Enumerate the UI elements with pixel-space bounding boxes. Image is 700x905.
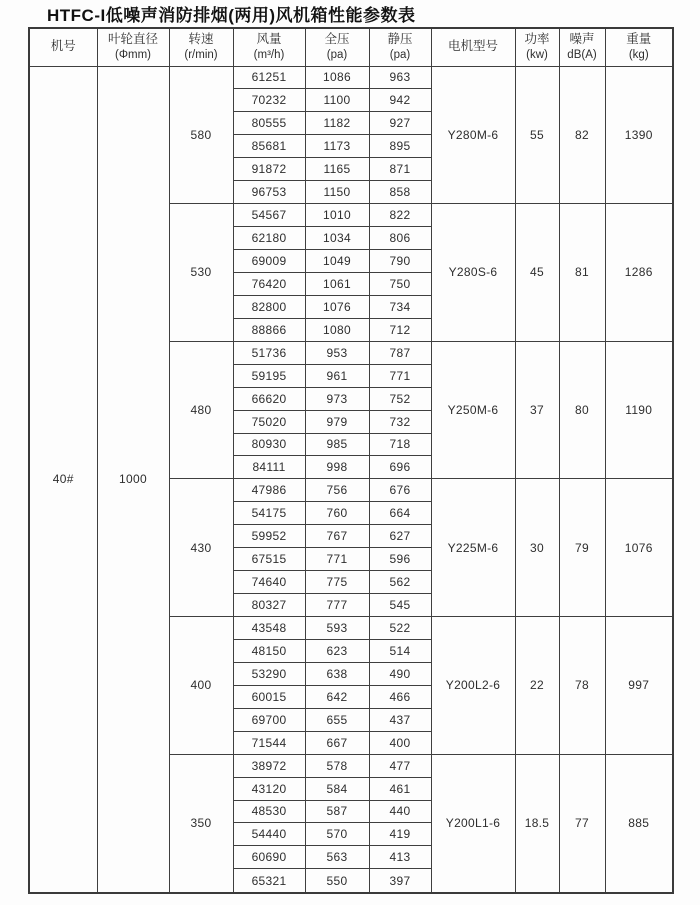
total-pressure-cell: 578	[305, 754, 369, 777]
header-unit: (m³/h)	[253, 48, 285, 61]
static-pressure-cell: 477	[369, 754, 431, 777]
weight-cell: 997	[605, 617, 673, 755]
col-header-machine-no	[29, 28, 97, 66]
airflow-cell: 91872	[233, 158, 305, 181]
static-pressure-cell: 397	[369, 869, 431, 893]
total-pressure-cell: 756	[305, 479, 369, 502]
airflow-cell: 43120	[233, 777, 305, 800]
airflow-cell: 69700	[233, 708, 305, 731]
header-label: 电机型号	[447, 39, 498, 54]
airflow-cell: 82800	[233, 295, 305, 318]
power-cell: 30	[515, 479, 559, 617]
static-pressure-cell: 895	[369, 135, 431, 158]
total-pressure-cell: 563	[305, 846, 369, 869]
total-pressure-cell: 655	[305, 708, 369, 731]
total-pressure-cell: 667	[305, 731, 369, 754]
col-header-airflow	[233, 28, 305, 66]
total-pressure-cell: 1061	[305, 272, 369, 295]
header-unit: (kw)	[526, 48, 548, 61]
static-pressure-cell: 734	[369, 295, 431, 318]
noise-cell: 77	[559, 754, 605, 893]
header-label: 全压	[324, 32, 350, 47]
airflow-cell: 88866	[233, 318, 305, 341]
total-pressure-cell: 1100	[305, 89, 369, 112]
airflow-cell: 85681	[233, 135, 305, 158]
power-cell: 45	[515, 204, 559, 342]
static-pressure-cell: 732	[369, 410, 431, 433]
static-pressure-cell: 440	[369, 800, 431, 823]
airflow-cell: 70232	[233, 89, 305, 112]
airflow-cell: 51736	[233, 341, 305, 364]
motor-model-cell: Y200L1-6	[431, 754, 515, 893]
noise-cell: 80	[559, 341, 605, 479]
noise-cell: 78	[559, 617, 605, 755]
static-pressure-cell: 664	[369, 502, 431, 525]
total-pressure-cell: 1150	[305, 181, 369, 204]
power-cell: 18.5	[515, 754, 559, 893]
airflow-cell: 59195	[233, 364, 305, 387]
header-label: 静压	[387, 32, 413, 47]
static-pressure-cell: 712	[369, 318, 431, 341]
airflow-cell: 65321	[233, 869, 305, 893]
static-pressure-cell: 871	[369, 158, 431, 181]
col-header-impeller-diameter	[97, 28, 169, 66]
header-unit: (r/min)	[184, 48, 218, 61]
static-pressure-cell: 790	[369, 250, 431, 273]
static-pressure-cell: 942	[369, 89, 431, 112]
weight-cell: 1390	[605, 66, 673, 204]
static-pressure-cell: 461	[369, 777, 431, 800]
total-pressure-cell: 961	[305, 364, 369, 387]
col-header-total-pressure	[305, 28, 369, 66]
total-pressure-cell: 1182	[305, 112, 369, 135]
airflow-cell: 54175	[233, 502, 305, 525]
static-pressure-cell: 676	[369, 479, 431, 502]
static-pressure-cell: 718	[369, 433, 431, 456]
static-pressure-cell: 696	[369, 456, 431, 479]
airflow-cell: 96753	[233, 181, 305, 204]
total-pressure-cell: 1049	[305, 250, 369, 273]
static-pressure-cell: 490	[369, 662, 431, 685]
header-label: 机号	[50, 39, 76, 54]
total-pressure-cell: 623	[305, 639, 369, 662]
col-header-weight	[605, 28, 673, 66]
header-label: 重量	[626, 32, 652, 47]
airflow-cell: 43548	[233, 617, 305, 640]
static-pressure-cell: 771	[369, 364, 431, 387]
static-pressure-cell: 927	[369, 112, 431, 135]
header-label: 转速	[188, 32, 214, 47]
power-cell: 22	[515, 617, 559, 755]
total-pressure-cell: 1086	[305, 66, 369, 89]
airflow-cell: 80930	[233, 433, 305, 456]
total-pressure-cell: 1076	[305, 295, 369, 318]
header-unit: (Φmm)	[115, 48, 151, 61]
header-unit: dB(A)	[567, 48, 597, 61]
airflow-cell: 54567	[233, 204, 305, 227]
static-pressure-cell: 858	[369, 181, 431, 204]
impeller-diameter-cell: 1000	[97, 66, 169, 893]
col-header-motor-model	[431, 28, 515, 66]
total-pressure-cell: 642	[305, 685, 369, 708]
total-pressure-cell: 998	[305, 456, 369, 479]
static-pressure-cell: 806	[369, 227, 431, 250]
airflow-cell: 80555	[233, 112, 305, 135]
power-cell: 37	[515, 341, 559, 479]
total-pressure-cell: 979	[305, 410, 369, 433]
total-pressure-cell: 771	[305, 548, 369, 571]
speed-cell: 430	[169, 479, 233, 617]
col-header-static-pressure	[369, 28, 431, 66]
total-pressure-cell: 777	[305, 594, 369, 617]
total-pressure-cell: 584	[305, 777, 369, 800]
table-header	[29, 28, 673, 66]
weight-cell: 1286	[605, 204, 673, 342]
total-pressure-cell: 1010	[305, 204, 369, 227]
airflow-cell: 67515	[233, 548, 305, 571]
col-header-power	[515, 28, 559, 66]
header-unit: (pa)	[326, 48, 348, 61]
header-unit: (pa)	[389, 48, 411, 61]
static-pressure-cell: 437	[369, 708, 431, 731]
total-pressure-cell: 593	[305, 617, 369, 640]
motor-model-cell: Y250M-6	[431, 341, 515, 479]
airflow-cell: 84111	[233, 456, 305, 479]
airflow-cell: 62180	[233, 227, 305, 250]
header-label: 功率	[524, 32, 550, 47]
static-pressure-cell: 514	[369, 639, 431, 662]
total-pressure-cell: 638	[305, 662, 369, 685]
airflow-cell: 38972	[233, 754, 305, 777]
table-body	[29, 66, 673, 893]
airflow-cell: 61251	[233, 66, 305, 89]
total-pressure-cell: 973	[305, 387, 369, 410]
noise-cell: 79	[559, 479, 605, 617]
airflow-cell: 60690	[233, 846, 305, 869]
total-pressure-cell: 550	[305, 869, 369, 893]
weight-cell: 885	[605, 754, 673, 893]
col-header-speed	[169, 28, 233, 66]
airflow-cell: 53290	[233, 662, 305, 685]
weight-cell: 1076	[605, 479, 673, 617]
speed-cell: 400	[169, 617, 233, 755]
total-pressure-cell: 1034	[305, 227, 369, 250]
total-pressure-cell: 1080	[305, 318, 369, 341]
header-label: 叶轮直径	[107, 32, 158, 47]
speed-cell: 480	[169, 341, 233, 479]
static-pressure-cell: 627	[369, 525, 431, 548]
total-pressure-cell: 985	[305, 433, 369, 456]
airflow-cell: 59952	[233, 525, 305, 548]
header-row	[29, 28, 673, 66]
total-pressure-cell: 1165	[305, 158, 369, 181]
total-pressure-cell: 760	[305, 502, 369, 525]
static-pressure-cell: 419	[369, 823, 431, 846]
total-pressure-cell: 570	[305, 823, 369, 846]
airflow-cell: 48530	[233, 800, 305, 823]
total-pressure-cell: 775	[305, 571, 369, 594]
header-unit: (kg)	[628, 48, 649, 61]
static-pressure-cell: 596	[369, 548, 431, 571]
airflow-cell: 47986	[233, 479, 305, 502]
col-header-noise	[559, 28, 605, 66]
speed-cell: 350	[169, 754, 233, 893]
static-pressure-cell: 822	[369, 204, 431, 227]
airflow-cell: 66620	[233, 387, 305, 410]
static-pressure-cell: 413	[369, 846, 431, 869]
airflow-cell: 76420	[233, 272, 305, 295]
speed-cell: 580	[169, 66, 233, 204]
machine-no-cell: 40#	[29, 66, 97, 893]
total-pressure-cell: 767	[305, 525, 369, 548]
static-pressure-cell: 750	[369, 272, 431, 295]
static-pressure-cell: 400	[369, 731, 431, 754]
static-pressure-cell: 562	[369, 571, 431, 594]
airflow-cell: 80327	[233, 594, 305, 617]
airflow-cell: 74640	[233, 571, 305, 594]
performance-table	[28, 27, 674, 894]
airflow-cell: 48150	[233, 639, 305, 662]
airflow-cell: 69009	[233, 250, 305, 273]
weight-cell: 1190	[605, 341, 673, 479]
airflow-cell: 54440	[233, 823, 305, 846]
header-label: 噪声	[569, 32, 595, 47]
table-row	[29, 66, 673, 89]
total-pressure-cell: 1173	[305, 135, 369, 158]
motor-model-cell: Y280S-6	[431, 204, 515, 342]
static-pressure-cell: 752	[369, 387, 431, 410]
power-cell: 55	[515, 66, 559, 204]
total-pressure-cell: 953	[305, 341, 369, 364]
airflow-cell: 60015	[233, 685, 305, 708]
static-pressure-cell: 545	[369, 594, 431, 617]
noise-cell: 82	[559, 66, 605, 204]
speed-cell: 530	[169, 204, 233, 342]
static-pressure-cell: 963	[369, 66, 431, 89]
static-pressure-cell: 787	[369, 341, 431, 364]
airflow-cell: 71544	[233, 731, 305, 754]
static-pressure-cell: 466	[369, 685, 431, 708]
total-pressure-cell: 587	[305, 800, 369, 823]
motor-model-cell: Y225M-6	[431, 479, 515, 617]
airflow-cell: 75020	[233, 410, 305, 433]
static-pressure-cell: 522	[369, 617, 431, 640]
noise-cell: 81	[559, 204, 605, 342]
page-title: HTFC-I低噪声消防排烟(两用)风机箱性能参数表	[47, 6, 416, 25]
motor-model-cell: Y200L2-6	[431, 617, 515, 755]
motor-model-cell: Y280M-6	[431, 66, 515, 204]
header-label: 风量	[256, 32, 282, 47]
